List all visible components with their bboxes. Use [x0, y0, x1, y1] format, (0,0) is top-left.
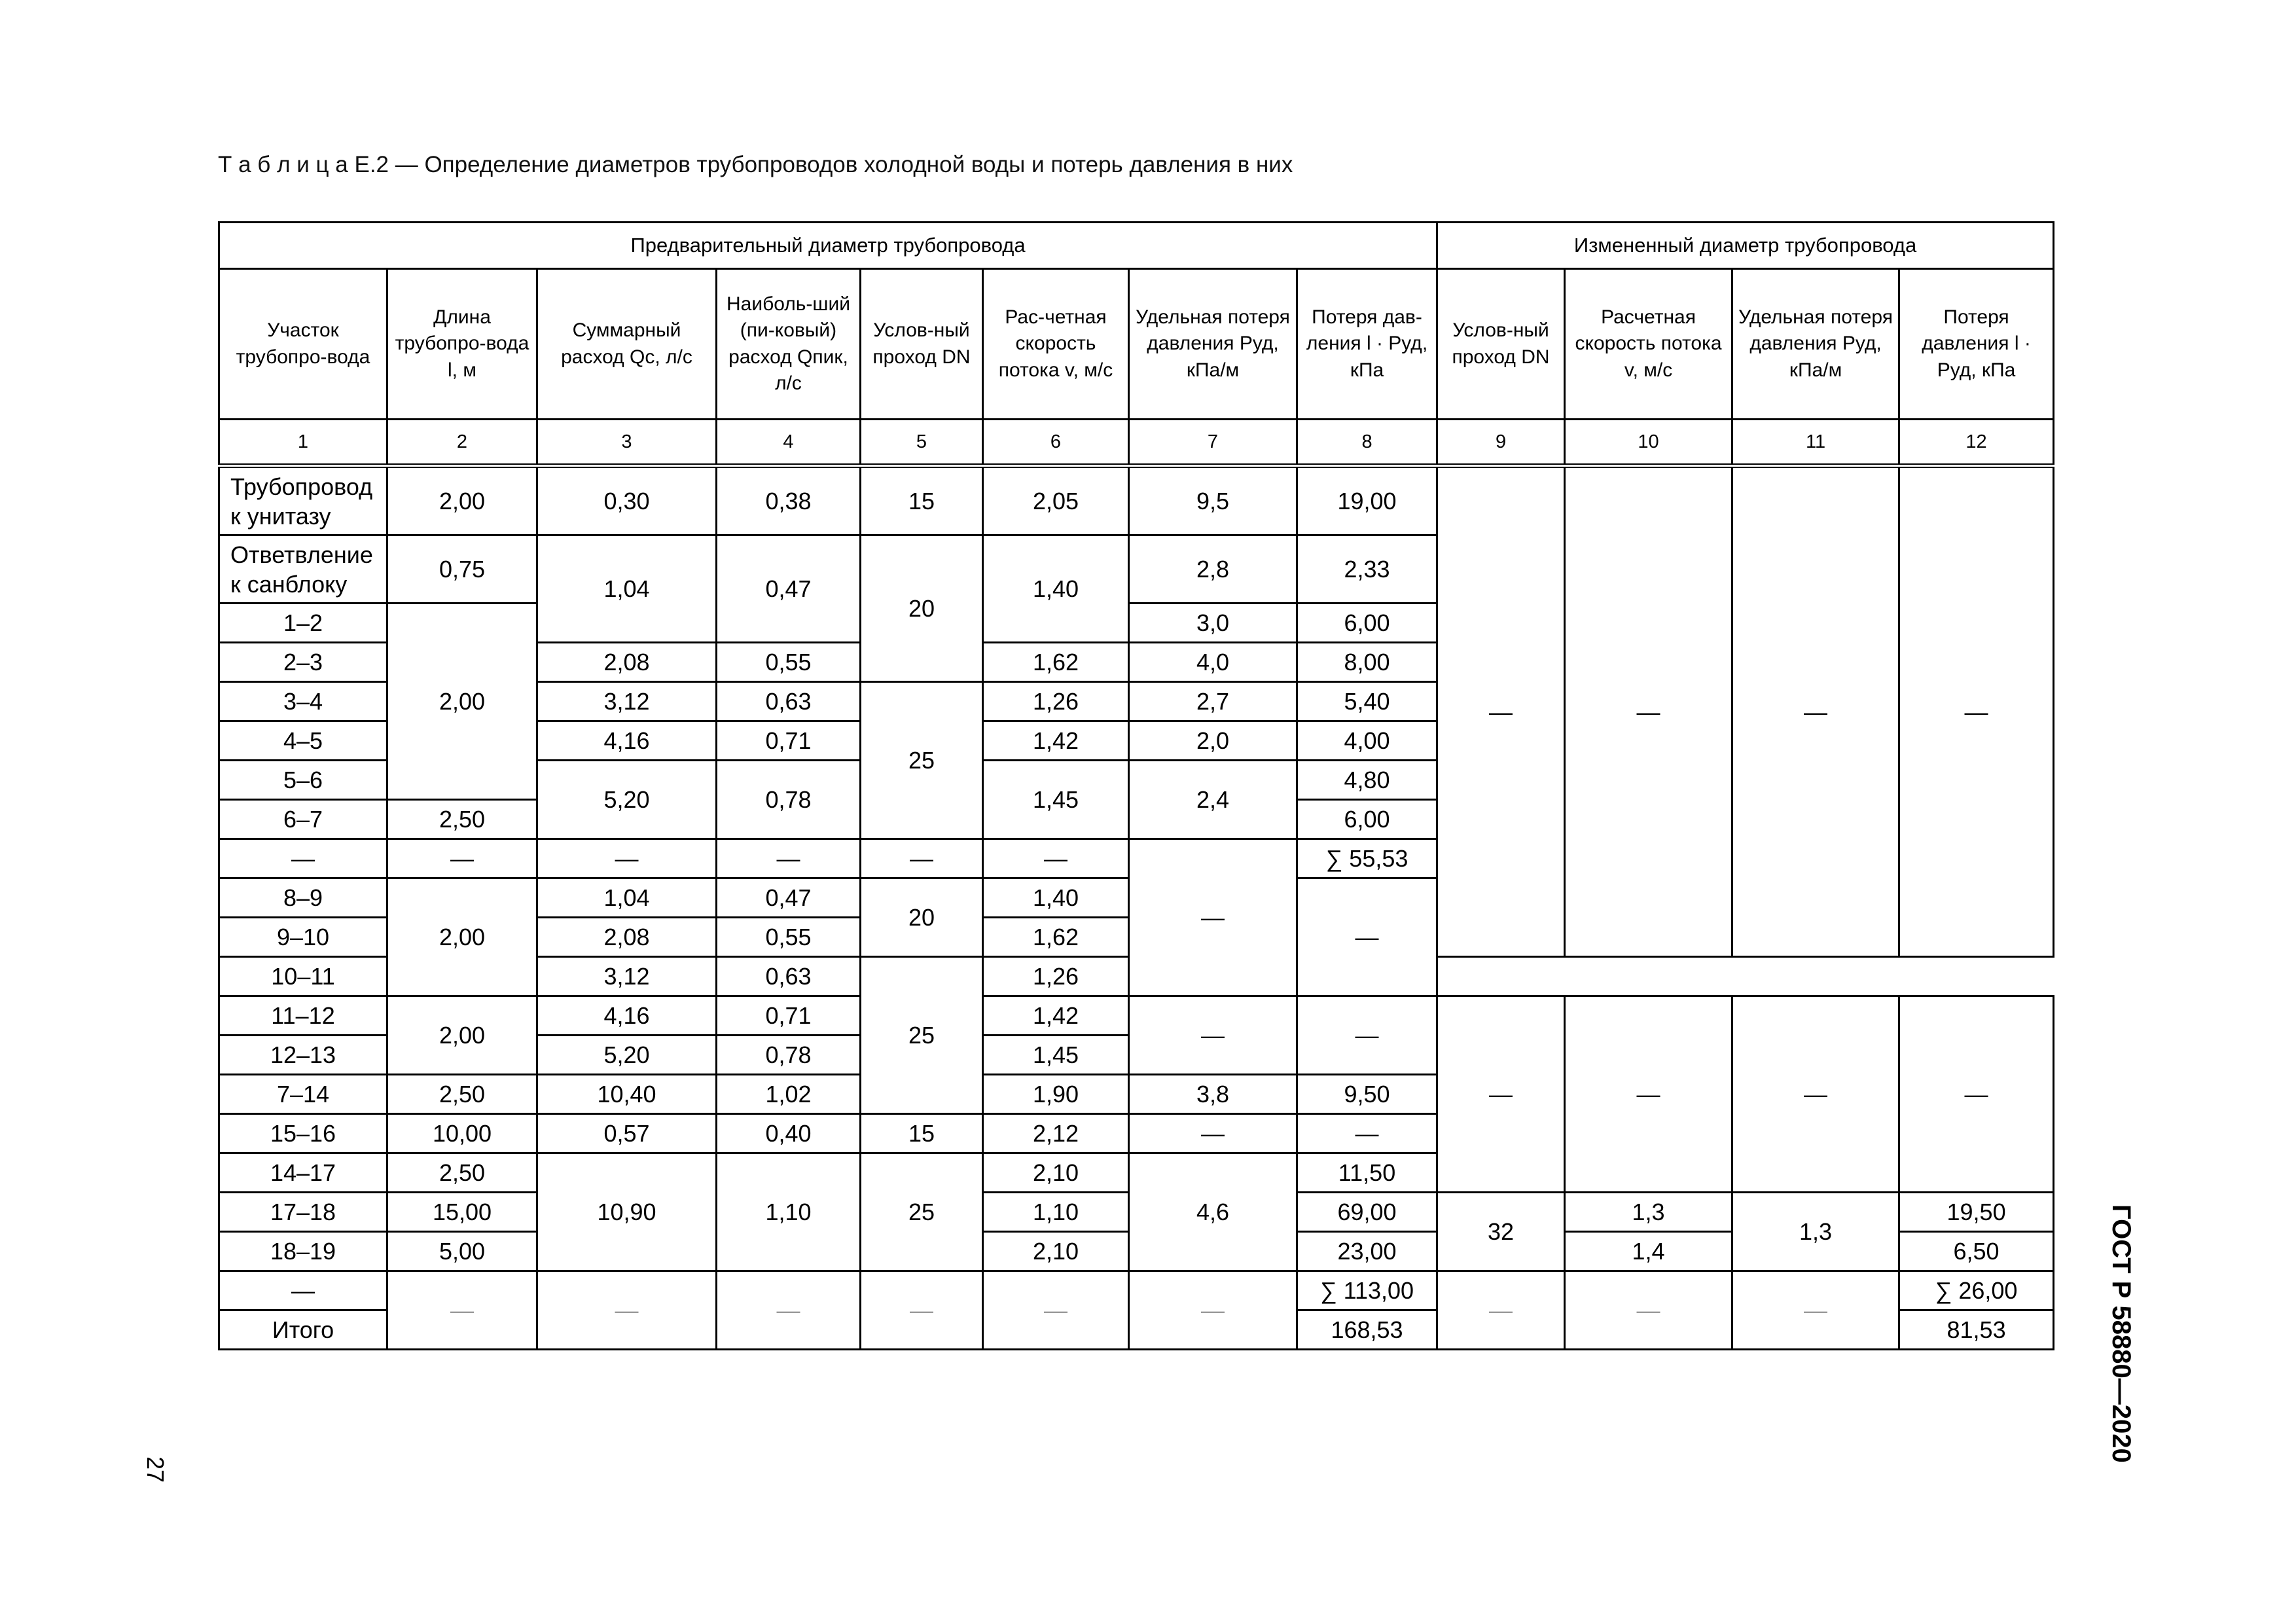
sum-flow-cell: 0,30: [537, 466, 717, 535]
peak-flow-cell: —: [717, 1271, 861, 1350]
changed-pressure-loss-cell: —: [1899, 996, 2054, 1193]
group-header-preliminary: Предварительный диаметр трубопровода: [219, 223, 1437, 269]
sum-flow-cell: 0,57: [537, 1114, 717, 1153]
col-header-8: [1297, 269, 1437, 420]
changed-dn-cell: 32: [1437, 1193, 1565, 1271]
segment-cell: 14–17: [219, 1153, 387, 1193]
sum-flow-cell: —: [537, 839, 717, 878]
pressure-loss-cell: —: [1297, 996, 1437, 1075]
sum-flow-cell: 3,12: [537, 957, 717, 996]
dn-cell: 20: [861, 878, 983, 957]
sum-flow-cell: 4,16: [537, 721, 717, 761]
segment-cell: 3–4: [219, 682, 387, 721]
pressure-loss-cell: 2,33: [1297, 535, 1437, 604]
col-header-12: [1899, 269, 2054, 420]
length-cell: 2,00: [387, 604, 537, 800]
pressure-loss-cell: 168,53: [1297, 1310, 1437, 1350]
changed-velocity-cell: —: [1565, 996, 1732, 1193]
pressure-loss-cell: 6,00: [1297, 800, 1437, 839]
sum-flow-cell: 10,90: [537, 1153, 717, 1271]
caption-prefix: Т а б л и ц а: [218, 152, 348, 177]
dn-cell: —: [861, 1271, 983, 1350]
length-cell: 15,00: [387, 1193, 537, 1232]
segment-cell: 15–16: [219, 1114, 387, 1153]
peak-flow-cell: 0,38: [717, 466, 861, 535]
dn-cell: 20: [861, 535, 983, 682]
segment-cell: Итого: [219, 1310, 387, 1350]
col-number: 11: [1732, 420, 1899, 466]
velocity-cell: 2,12: [983, 1114, 1129, 1153]
velocity-cell: —: [983, 1271, 1129, 1350]
spec-loss-cell: 2,0: [1129, 721, 1297, 761]
peak-flow-cell: 0,78: [717, 1036, 861, 1075]
pressure-loss-cell: 4,00: [1297, 721, 1437, 761]
standard-designation: [2103, 1204, 2142, 1479]
pressure-loss-cell: 8,00: [1297, 643, 1437, 682]
col-header-11: [1732, 269, 1899, 420]
velocity-cell: 1,62: [983, 643, 1129, 682]
pressure-loss-cell: —: [1297, 1114, 1437, 1153]
length-cell: 2,00: [387, 996, 537, 1075]
col-number: 3: [537, 420, 717, 466]
changed-dn-cell: —: [1437, 466, 1565, 957]
peak-flow-cell: 0,78: [717, 761, 861, 839]
velocity-cell: 1,90: [983, 1075, 1129, 1114]
pressure-loss-cell: 9,50: [1297, 1075, 1437, 1114]
segment-cell: Трубопровод к унитазу: [219, 466, 387, 535]
header-segment: Участок трубопро-вода: [236, 319, 370, 368]
pressure-loss-cell: 23,00: [1297, 1232, 1437, 1271]
standard-label: ГОСТ Р 58880—2020: [2107, 1204, 2136, 1463]
velocity-cell: 1,40: [983, 878, 1129, 918]
pressure-loss-cell: 4,80: [1297, 761, 1437, 800]
sum-flow-cell: 1,04: [537, 535, 717, 643]
peak-flow-cell: —: [717, 839, 861, 878]
col-number: 7: [1129, 420, 1297, 466]
changed-pressure-loss-cell: —: [1899, 466, 2054, 957]
sum-flow-cell: 5,20: [537, 761, 717, 839]
col-header-6: [983, 269, 1129, 420]
dn-cell: 25: [861, 682, 983, 839]
length-cell: —: [387, 1271, 537, 1350]
changed-spec-loss-cell: —: [1732, 466, 1899, 957]
spec-loss-cell: —: [1129, 996, 1297, 1075]
pressure-loss-cell: 5,40: [1297, 682, 1437, 721]
peak-flow-cell: 1,02: [717, 1075, 861, 1114]
changed-dn-cell: —: [1437, 996, 1565, 1193]
changed-spec-loss-cell: —: [1732, 996, 1899, 1193]
col-number: 10: [1565, 420, 1732, 466]
header-changed-dn: Услов-ный проход DN: [1452, 319, 1550, 368]
changed-dn-cell: —: [1437, 1271, 1565, 1350]
changed-spec-loss-cell: —: [1732, 1271, 1899, 1350]
dn-cell: 15: [861, 1114, 983, 1153]
spec-loss-cell: 4,0: [1129, 643, 1297, 682]
peak-flow-cell: 0,71: [717, 721, 861, 761]
header-length: Длина трубопро-вода l, м: [395, 306, 529, 381]
dn-cell: 25: [861, 957, 983, 1114]
peak-flow-cell: 0,40: [717, 1114, 861, 1153]
peak-flow-cell: 0,47: [717, 535, 861, 643]
velocity-cell: 1,10: [983, 1193, 1129, 1232]
pressure-loss-cell: ∑ 55,53: [1297, 839, 1437, 878]
segment-cell: —: [219, 839, 387, 878]
spec-loss-cell: —: [1129, 839, 1297, 996]
pressure-loss-cell: 11,50: [1297, 1153, 1437, 1193]
segment-cell: 8–9: [219, 878, 387, 918]
caption-text: Е.2 — Определение диаметров трубопроводов холодной воды и потерь давления в них: [354, 152, 1293, 177]
col-header-9: [1437, 269, 1565, 420]
length-cell: —: [387, 839, 537, 878]
changed-pressure-loss-cell: ∑ 26,00: [1899, 1271, 2054, 1310]
changed-velocity-cell: —: [1565, 466, 1732, 957]
segment-cell: —: [219, 1271, 387, 1310]
velocity-cell: 1,45: [983, 761, 1129, 839]
segment-cell: 2–3: [219, 643, 387, 682]
velocity-cell: 1,26: [983, 957, 1129, 996]
velocity-cell: 1,42: [983, 996, 1129, 1036]
segment-cell: Ответвление к санблоку: [219, 535, 387, 604]
col-number: 4: [717, 420, 861, 466]
segment-cell: 4–5: [219, 721, 387, 761]
segment-cell: 18–19: [219, 1232, 387, 1271]
changed-pressure-loss-cell: 6,50: [1899, 1232, 2054, 1271]
col-number: 8: [1297, 420, 1437, 466]
header-spec-loss: Удельная потеря давления Pуд, кПа/м: [1136, 306, 1290, 381]
length-cell: 2,00: [387, 466, 537, 535]
segment-cell: 10–11: [219, 957, 387, 996]
table-caption: [218, 152, 1293, 178]
pipe-diameter-table: [218, 221, 2054, 1350]
length-cell: 2,50: [387, 800, 537, 839]
sum-flow-cell: 2,08: [537, 918, 717, 957]
header-dn: Услов-ный проход DN: [872, 319, 971, 368]
peak-flow-cell: 0,47: [717, 878, 861, 918]
sum-flow-cell: 3,12: [537, 682, 717, 721]
header-velocity: Рас-четная скорость потока v, м/с: [998, 306, 1113, 381]
col-number: 9: [1437, 420, 1565, 466]
peak-flow-cell: 0,63: [717, 682, 861, 721]
pressure-loss-cell: —: [1297, 878, 1437, 996]
sum-flow-cell: 10,40: [537, 1075, 717, 1114]
length-cell: 5,00: [387, 1232, 537, 1271]
spec-loss-cell: 2,4: [1129, 761, 1297, 839]
pressure-loss-cell: 19,00: [1297, 466, 1437, 535]
header-pressure-loss: Потеря дав-ления l · Pуд, кПа: [1306, 306, 1428, 381]
pressure-loss-cell: 69,00: [1297, 1193, 1437, 1232]
col-number: 5: [861, 420, 983, 466]
peak-flow-cell: 0,71: [717, 996, 861, 1036]
velocity-cell: 1,42: [983, 721, 1129, 761]
spec-loss-cell: 9,5: [1129, 466, 1297, 535]
segment-cell: 11–12: [219, 996, 387, 1036]
length-cell: 0,75: [387, 535, 537, 604]
col-number: 2: [387, 420, 537, 466]
col-header-5: [861, 269, 983, 420]
spec-loss-cell: 3,0: [1129, 604, 1297, 643]
segment-cell: 17–18: [219, 1193, 387, 1232]
table-row: [219, 996, 2054, 1036]
changed-velocity-cell: 1,4: [1565, 1232, 1732, 1271]
velocity-cell: 2,10: [983, 1153, 1129, 1193]
velocity-cell: 1,40: [983, 535, 1129, 643]
spec-loss-cell: 2,7: [1129, 682, 1297, 721]
page-number: 27: [142, 1456, 169, 1483]
changed-velocity-cell: 1,3: [1565, 1193, 1732, 1232]
length-cell: 10,00: [387, 1114, 537, 1153]
pressure-loss-cell: ∑ 113,00: [1297, 1271, 1437, 1310]
peak-flow-cell: 1,10: [717, 1153, 861, 1271]
table-row: [219, 466, 2054, 535]
spec-loss-cell: 2,8: [1129, 535, 1297, 604]
velocity-cell: 1,45: [983, 1036, 1129, 1075]
spec-loss-cell: 4,6: [1129, 1153, 1297, 1271]
col-header-1: [219, 269, 387, 420]
col-header-10: [1565, 269, 1732, 420]
length-cell: 2,50: [387, 1153, 537, 1193]
header-peak-flow: Наиболь-ший (пи-ковый) расход Qпик, л/с: [726, 293, 851, 394]
header-changed-velocity: Расчетная скорость потока v, м/с: [1575, 306, 1722, 381]
spec-loss-cell: —: [1129, 1271, 1297, 1350]
header-sum-flow: Суммарный расход Qс, л/с: [561, 319, 692, 368]
segment-cell: 5–6: [219, 761, 387, 800]
col-header-7: [1129, 269, 1297, 420]
header-changed-spec-loss: Удельная потеря давления Pуд, кПа/м: [1738, 306, 1893, 381]
velocity-cell: 1,26: [983, 682, 1129, 721]
peak-flow-cell: 0,55: [717, 643, 861, 682]
sum-flow-cell: 1,04: [537, 878, 717, 918]
col-header-4: [717, 269, 861, 420]
segment-cell: 7–14: [219, 1075, 387, 1114]
col-number: 12: [1899, 420, 2054, 466]
sum-flow-cell: 4,16: [537, 996, 717, 1036]
peak-flow-cell: 0,63: [717, 957, 861, 996]
segment-cell: 9–10: [219, 918, 387, 957]
changed-velocity-cell: —: [1565, 1271, 1732, 1350]
length-cell: 2,50: [387, 1075, 537, 1114]
segment-cell: 6–7: [219, 800, 387, 839]
segment-cell: 12–13: [219, 1036, 387, 1075]
group-header-changed: Измененный диаметр трубопровода: [1437, 223, 2054, 269]
sum-flow-cell: 2,08: [537, 643, 717, 682]
changed-spec-loss-cell: 1,3: [1732, 1193, 1899, 1271]
pressure-loss-cell: 6,00: [1297, 604, 1437, 643]
sum-flow-cell: —: [537, 1271, 717, 1350]
dn-cell: 25: [861, 1153, 983, 1271]
sum-flow-cell: 5,20: [537, 1036, 717, 1075]
changed-pressure-loss-cell: 19,50: [1899, 1193, 2054, 1232]
table-row: [219, 1271, 2054, 1310]
length-cell: 2,00: [387, 878, 537, 996]
col-number: 6: [983, 420, 1129, 466]
col-number: 1: [219, 420, 387, 466]
spec-loss-cell: —: [1129, 1114, 1297, 1153]
changed-pressure-loss-cell: 81,53: [1899, 1310, 2054, 1350]
dn-cell: —: [861, 839, 983, 878]
dn-cell: 15: [861, 466, 983, 535]
peak-flow-cell: 0,55: [717, 918, 861, 957]
col-header-2: [387, 269, 537, 420]
segment-cell: 1–2: [219, 604, 387, 643]
col-header-3: [537, 269, 717, 420]
velocity-cell: 2,05: [983, 466, 1129, 535]
header-changed-pressure-loss: Потеря давления l · Pуд, кПа: [1922, 306, 2031, 381]
velocity-cell: 1,62: [983, 918, 1129, 957]
spec-loss-cell: 3,8: [1129, 1075, 1297, 1114]
velocity-cell: 2,10: [983, 1232, 1129, 1271]
velocity-cell: —: [983, 839, 1129, 878]
